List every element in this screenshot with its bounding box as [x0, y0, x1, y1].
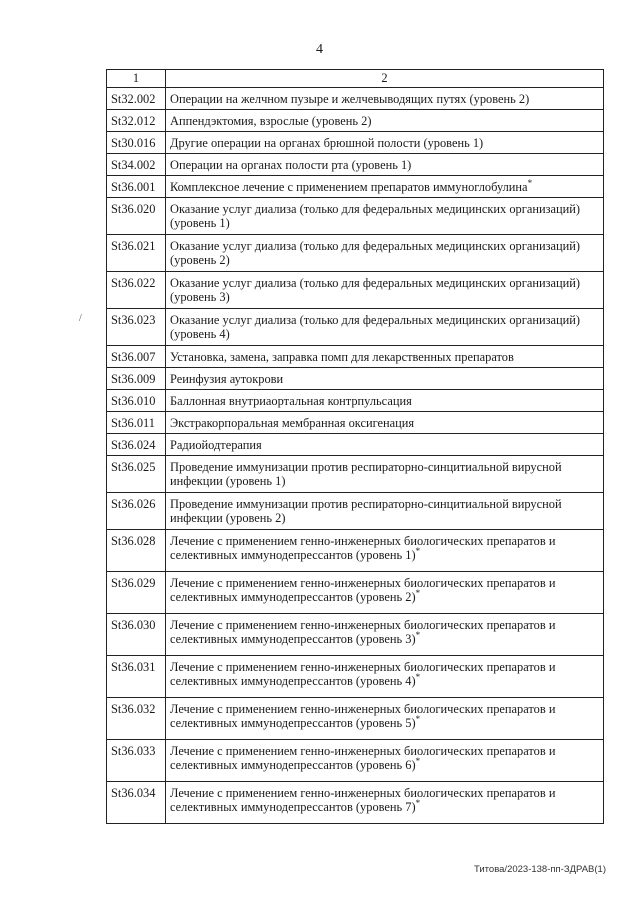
row-name — [166, 198, 604, 235]
row-code: St36.032 — [107, 698, 166, 740]
table-row — [107, 698, 604, 740]
row-name-text: Другие операции на органах брюшной полости (уровень 1) — [170, 136, 484, 150]
row-name — [166, 309, 604, 346]
row-name — [166, 656, 604, 698]
footnote-mark: * — [415, 755, 421, 766]
row-code: St30.016 — [107, 132, 166, 154]
row-name-text: Лечение с применением генно-инженерных биологических препаратов и селективных иммунодепрессантов (уровень 6) — [170, 744, 556, 772]
row-code: St36.020 — [107, 198, 166, 235]
row-name — [166, 456, 604, 493]
column-header-name: 2 — [166, 70, 604, 88]
row-code: St36.021 — [107, 235, 166, 272]
row-name-text: Оказание услуг диализа (только для федеральных медицинских организаций) (уровень 2) — [170, 239, 580, 267]
row-code: St36.001 — [107, 176, 166, 198]
row-code: St36.022 — [107, 272, 166, 309]
table-row — [107, 740, 604, 782]
table-row — [107, 154, 604, 176]
row-name — [166, 390, 604, 412]
table-row — [107, 493, 604, 530]
row-name-text: Операции на органах полости рта (уровень 1) — [170, 158, 412, 172]
table-row — [107, 614, 604, 656]
row-code: St36.024 — [107, 434, 166, 456]
document-footer-reference: Титова/2023-138-пп-ЗДРАВ(1) — [473, 864, 606, 875]
row-name — [166, 614, 604, 656]
table-row — [107, 132, 604, 154]
table-row — [107, 434, 604, 456]
row-code: St36.007 — [107, 346, 166, 368]
row-name-text: Комплексное лечение с применением препаратов иммуноглобулина — [170, 180, 528, 194]
table-row — [107, 346, 604, 368]
table-header-row — [107, 70, 604, 88]
table-row — [107, 88, 604, 110]
row-code: St36.030 — [107, 614, 166, 656]
row-name — [166, 698, 604, 740]
row-name-text: Баллонная внутриаортальная контрпульсация — [170, 394, 412, 408]
table-row — [107, 110, 604, 132]
row-code: St34.002 — [107, 154, 166, 176]
row-name-text: Проведение иммунизации против респираторно-синцитиальной вирусной инфекции (уровень 1) — [170, 460, 562, 488]
row-name — [166, 572, 604, 614]
row-name-text: Лечение с применением генно-инженерных биологических препаратов и селективных иммунодепрессантов (уровень 4) — [170, 660, 556, 688]
row-name-text: Оказание услуг диализа (только для федеральных медицинских организаций) (уровень 3) — [170, 276, 580, 304]
row-code: St32.002 — [107, 88, 166, 110]
row-code: St36.009 — [107, 368, 166, 390]
table-row — [107, 572, 604, 614]
tariff-table — [106, 69, 604, 824]
row-name-text: Радиойодтерапия — [170, 438, 262, 452]
table-row — [107, 198, 604, 235]
table-row — [107, 412, 604, 434]
row-code: St36.028 — [107, 530, 166, 572]
footnote-mark: * — [415, 797, 421, 808]
row-name — [166, 272, 604, 309]
page-number: 4 — [316, 42, 323, 57]
row-name-text: Экстракорпоральная мембранная оксигенация — [170, 416, 415, 430]
row-name — [166, 782, 604, 824]
footnote-mark: * — [527, 177, 533, 188]
row-code: St36.025 — [107, 456, 166, 493]
table-row — [107, 530, 604, 572]
row-name-text: Оказание услуг диализа (только для федеральных медицинских организаций) (уровень 1) — [170, 202, 580, 230]
row-code: St36.011 — [107, 412, 166, 434]
row-name — [166, 368, 604, 390]
row-name-text: Лечение с применением генно-инженерных биологических препаратов и селективных иммунодепрессантов (уровень 7) — [170, 786, 556, 814]
row-code: St36.010 — [107, 390, 166, 412]
row-code: St36.023 — [107, 309, 166, 346]
table-row — [107, 656, 604, 698]
row-name — [166, 132, 604, 154]
table-row — [107, 456, 604, 493]
row-name-text: Проведение иммунизации против респираторно-синцитиальной вирусной инфекции (уровень 2) — [170, 497, 562, 525]
table-row — [107, 368, 604, 390]
row-name-text: Аппендэктомия, взрослые (уровень 2) — [170, 114, 372, 128]
row-code: St36.031 — [107, 656, 166, 698]
row-code: St36.029 — [107, 572, 166, 614]
row-code: St36.034 — [107, 782, 166, 824]
stray-pen-mark: / — [79, 313, 82, 324]
footnote-mark: * — [415, 545, 421, 556]
table-row — [107, 235, 604, 272]
row-name-text: Установка, замена, заправка помп для лекарственных препаратов — [170, 350, 514, 364]
table-row — [107, 272, 604, 309]
row-name — [166, 493, 604, 530]
table-row — [107, 782, 604, 824]
row-code: St32.012 — [107, 110, 166, 132]
footnote-mark: * — [415, 671, 421, 682]
row-name — [166, 346, 604, 368]
row-code: St36.033 — [107, 740, 166, 782]
column-header-code: 1 — [107, 70, 166, 88]
row-name — [166, 176, 604, 198]
table-row — [107, 176, 604, 198]
row-name — [166, 235, 604, 272]
row-name-text: Лечение с применением генно-инженерных биологических препаратов и селективных иммунодепрессантов (уровень 2) — [170, 576, 556, 604]
row-name — [166, 740, 604, 782]
table-row — [107, 309, 604, 346]
row-name-text: Лечение с применением генно-инженерных биологических препаратов и селективных иммунодепрессантов (уровень 1) — [170, 534, 556, 562]
footnote-mark: * — [415, 629, 421, 640]
footnote-mark: * — [415, 713, 421, 724]
row-name — [166, 530, 604, 572]
footnote-mark: * — [415, 587, 421, 598]
row-name-text: Лечение с применением генно-инженерных биологических препаратов и селективных иммунодепрессантов (уровень 3) — [170, 618, 556, 646]
row-name-text: Реинфузия аутокрови — [170, 372, 284, 386]
row-name — [166, 110, 604, 132]
row-name — [166, 154, 604, 176]
table-row — [107, 390, 604, 412]
row-name-text: Оказание услуг диализа (только для федеральных медицинских организаций) (уровень 4) — [170, 313, 580, 341]
row-name-text: Лечение с применением генно-инженерных биологических препаратов и селективных иммунодепрессантов (уровень 5) — [170, 702, 556, 730]
row-name-text: Операции на желчном пузыре и желчевыводящих путях (уровень 2) — [170, 92, 530, 106]
row-name — [166, 412, 604, 434]
row-name — [166, 434, 604, 456]
row-name — [166, 88, 604, 110]
row-code: St36.026 — [107, 493, 166, 530]
